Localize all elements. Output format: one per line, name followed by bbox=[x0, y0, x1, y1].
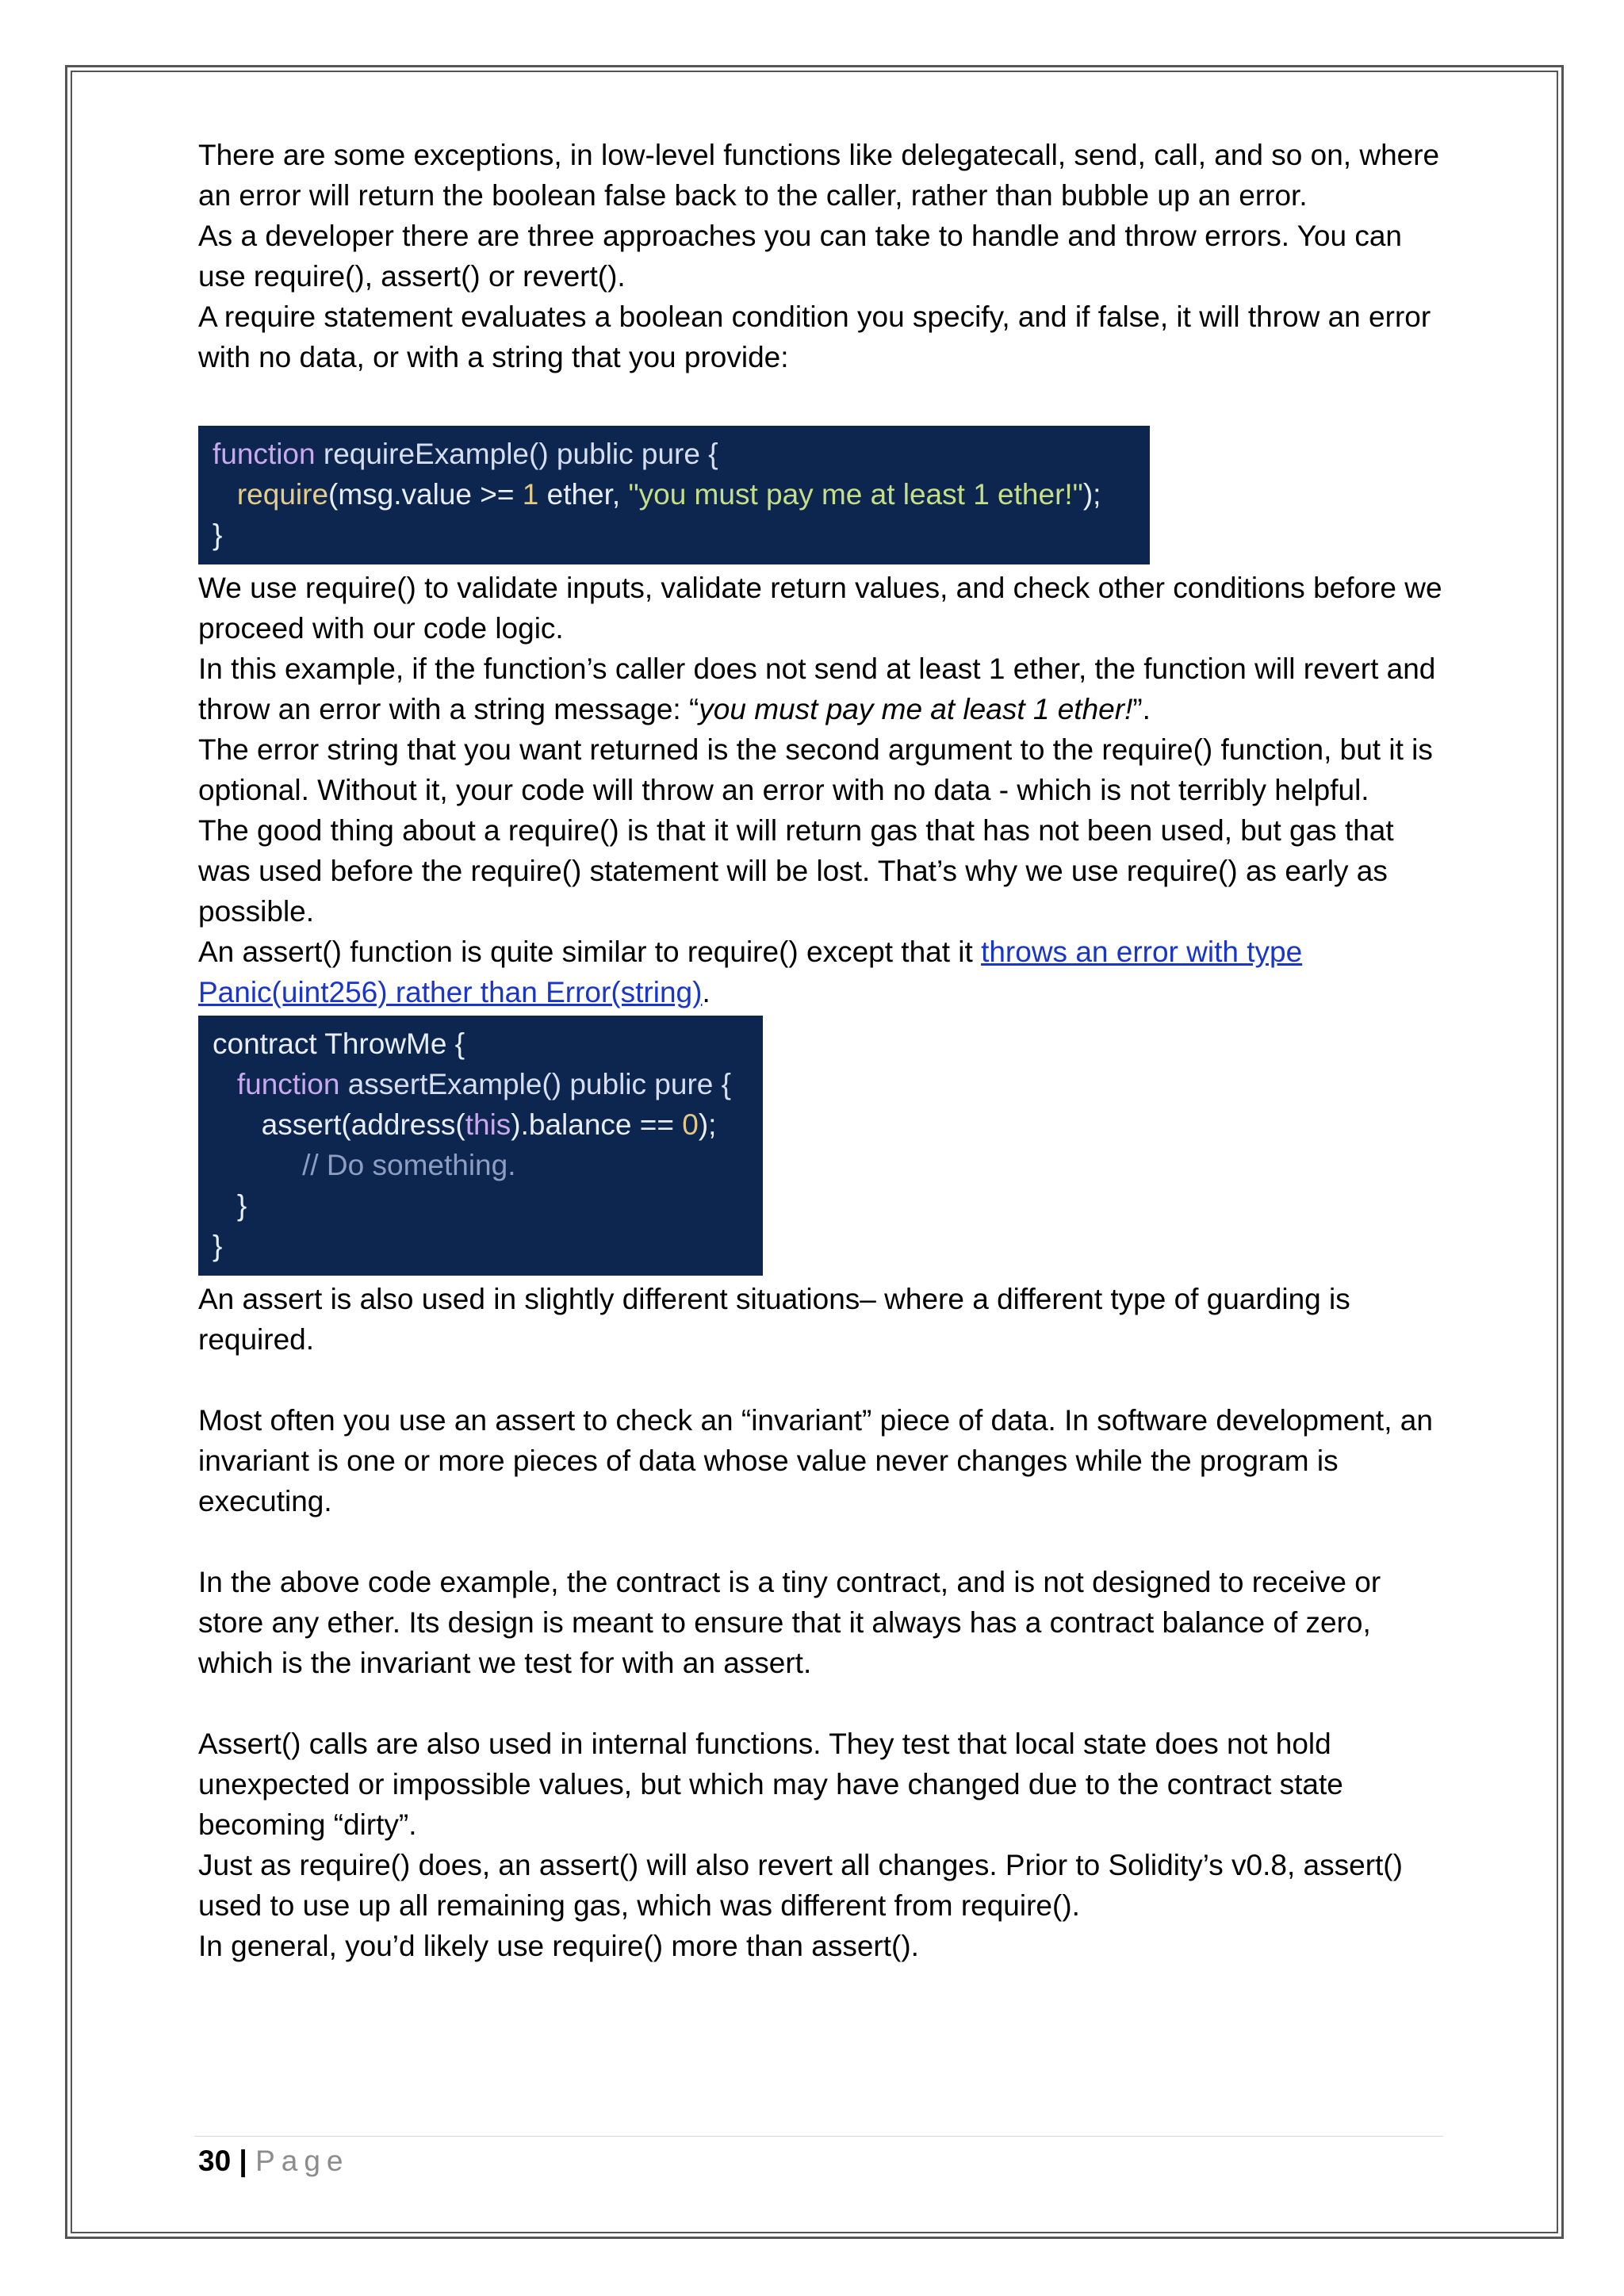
panic-error-link[interactable]: throws an error with type Panic(uint256) rather than Error(string) bbox=[198, 936, 1303, 1008]
paragraph-require-intro: A require statement evaluates a boolean condition you specify, and if false, it will throw an error with no data, or with a string that you provide: bbox=[198, 300, 1431, 373]
code-line: assert(address(this).balance == 0); bbox=[213, 1108, 717, 1141]
code-line: function assertExample() public pure { bbox=[236, 1068, 731, 1100]
paragraph-error-string: The error string that you want returned is the second argument to the require() function, but it is optional. Without it, your code will throw an error with no data - which is not terribly helpful. bbox=[198, 733, 1433, 806]
paragraph-assert-situations: An assert is also used in slightly different situations– where a different type of guarding is required. bbox=[198, 1283, 1350, 1356]
paragraph-assert-intro: An assert() function is quite similar to require() except that it throws an error with type Panic(uint256) rather than Error(string). bbox=[198, 936, 1303, 1008]
code-line: } bbox=[213, 1189, 247, 1222]
code-block-require-example bbox=[198, 426, 1150, 564]
footer-rule bbox=[194, 2136, 1443, 2137]
paragraph-revert-changes: Just as require() does, an assert() will also revert all changes. Prior to Solidity’s v0.8, assert() used to use up all remaining gas, which was different from require(). bbox=[198, 1849, 1403, 1922]
code-line: } bbox=[213, 1230, 223, 1262]
page-number: 30 bbox=[198, 2145, 232, 2177]
paragraph-invariant: Most often you use an assert to check an “invariant” piece of data. In software development, an invariant is one or more pieces of data whose value never changes while the program is executing. bbox=[198, 1404, 1433, 1517]
code-line: contract ThrowMe { bbox=[213, 1027, 465, 1060]
code-comment: // Do something. bbox=[213, 1149, 516, 1181]
paragraph-conclusion: In general, you’d likely use require() more than assert(). bbox=[198, 1930, 919, 1962]
code-block-assert-example bbox=[198, 1016, 763, 1276]
paragraph-exceptions: There are some exceptions, in low-level functions like delegatecall, send, call, and so on, where an error will return the boolean false back to the caller, rather than bubble up an error. bbox=[198, 139, 1440, 212]
code-line: function requireExample() public pure { bbox=[213, 438, 718, 470]
paragraph-internal-functions: Assert() calls are also used in internal functions. They test that local state does not hold unexpected or impossible values, but which may have changed due to the contract state becoming “dirty”. bbox=[198, 1728, 1343, 1841]
paragraph-example-explanation: In this example, if the function’s caller does not send at least 1 ether, the function will revert and throw an error with a string message: “you must pay me at least 1 ether!”. bbox=[198, 652, 1436, 725]
paragraph-gas: The good thing about a require() is that it will return gas that has not been used, but gas that was used before the require() statement will be lost. That’s why we use require() as early as possible. bbox=[198, 814, 1394, 928]
code-line: require(msg.value >= 1 ether, "you must pay me at least 1 ether!"); bbox=[236, 478, 1101, 511]
page-label: Page bbox=[255, 2145, 350, 2177]
page-content bbox=[198, 135, 1451, 1966]
page-footer: 30 | Page bbox=[198, 2145, 350, 2177]
code-line: } bbox=[213, 519, 223, 551]
paragraph-code-example-contract: In the above code example, the contract is a tiny contract, and is not designed to receive or store any ether. Its design is meant to ensure that it always has a contract balance of zero, which is the invariant we test for with an assert. bbox=[198, 1566, 1381, 1679]
paragraph-require-uses: We use require() to validate inputs, validate return values, and check other conditions before we proceed with our code logic. bbox=[198, 572, 1442, 645]
paragraph-three-approaches: As a developer there are three approaches you can take to handle and throw errors. You can use require(), assert() or revert(). bbox=[198, 220, 1402, 293]
